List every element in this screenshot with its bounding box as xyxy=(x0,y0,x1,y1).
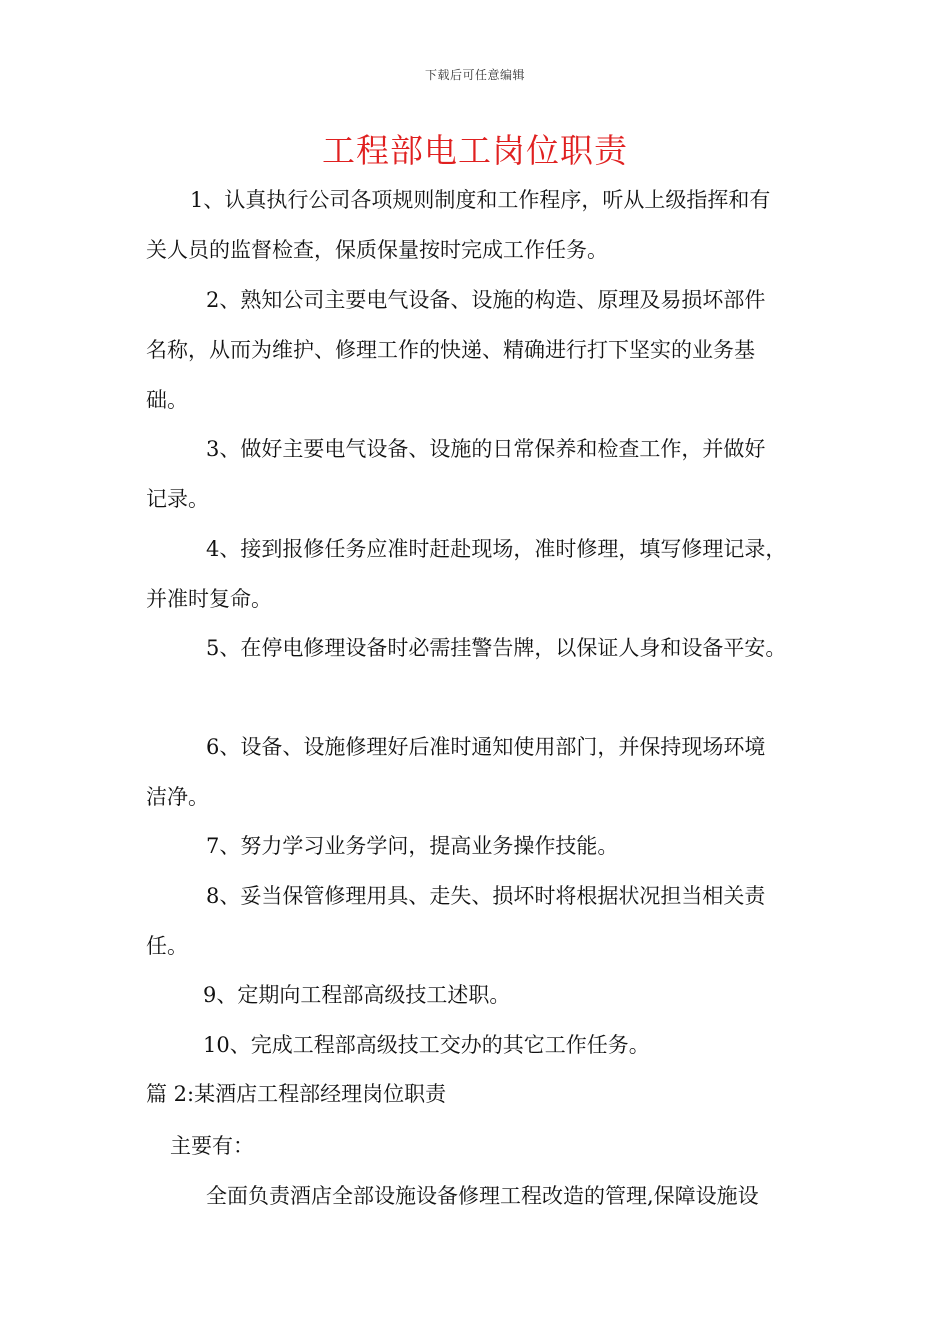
duty-item-9 xyxy=(146,970,816,1020)
duty-item-4-line-1: 4、接到报修任务应准时赶赴现场，准时修理，填写修理记录， xyxy=(206,537,787,561)
section-2-subheading xyxy=(146,1121,816,1171)
section-2-paragraph xyxy=(146,1171,816,1221)
duty-item-3-line-1: 3、做好主要电气设备、设施的日常保养和检查工作，并做好 xyxy=(206,437,766,461)
duty-item-5 xyxy=(146,623,816,673)
duty-item-2-line-3: 础。 xyxy=(146,388,188,412)
header-note: 下载后可任意编辑 xyxy=(424,68,525,82)
duty-item-7-line-1: 7、努力学习业务学问，提高业务操作技能。 xyxy=(206,834,619,858)
duty-item-8-line-1: 8、妥当保管修理用具、走失、损坏时将根据状况担当相关责 xyxy=(206,884,766,908)
duty-item-2 xyxy=(146,275,816,425)
duty-item-1 xyxy=(146,175,816,275)
duty-item-7 xyxy=(146,821,816,871)
duty-item-4 xyxy=(146,524,816,624)
duty-item-4-line-2: 并准时复命。 xyxy=(146,587,272,611)
duty-item-2-line-1: 2、熟知公司主要电气设备、设施的构造、原理及易损坏部件 xyxy=(206,288,766,312)
duty-item-1-line-2: 关人员的监督检查，保质保量按时完成工作任务。 xyxy=(146,238,608,262)
duty-item-3-line-2: 记录。 xyxy=(146,487,209,511)
duty-item-10 xyxy=(146,1020,816,1070)
duty-item-3 xyxy=(146,424,816,524)
duty-item-6-line-2: 洁净。 xyxy=(146,785,209,809)
duty-item-5-line-1: 5、在停电修理设备时必需挂警告牌，以保证人身和设备平安。 xyxy=(206,636,787,660)
duty-item-8 xyxy=(146,871,816,971)
duty-item-9-line-1: 9、定期向工程部高级技工述职。 xyxy=(203,983,511,1007)
duty-item-2-line-2: 名称，从而为维护、修理工作的快递、精确进行打下坚实的业务基 xyxy=(146,338,755,362)
duty-item-6-line-1: 6、设备、设施修理好后准时通知使用部门，并保持现场环境 xyxy=(206,735,766,759)
duty-item-10-line-1: 10、完成工程部高级技工交办的其它工作任务。 xyxy=(203,1033,650,1057)
duty-item-8-line-2: 任。 xyxy=(146,934,188,958)
section-2-paragraph-line-1: 全面负责酒店全部设施设备修理工程改造的管理,保障设施设 xyxy=(206,1184,759,1208)
page-title: 工程部电工岗位职责 xyxy=(322,131,628,170)
section-2-heading xyxy=(146,1069,816,1119)
duty-item-1-line-1: 1、认真执行公司各项规则制度和工作程序，听从上级指挥和有 xyxy=(190,188,771,212)
section-2-heading-text: 篇 2:某酒店工程部经理岗位职责 xyxy=(146,1082,447,1106)
duty-item-6 xyxy=(146,722,816,822)
section-2-subheading-text: 主要有： xyxy=(170,1134,254,1158)
